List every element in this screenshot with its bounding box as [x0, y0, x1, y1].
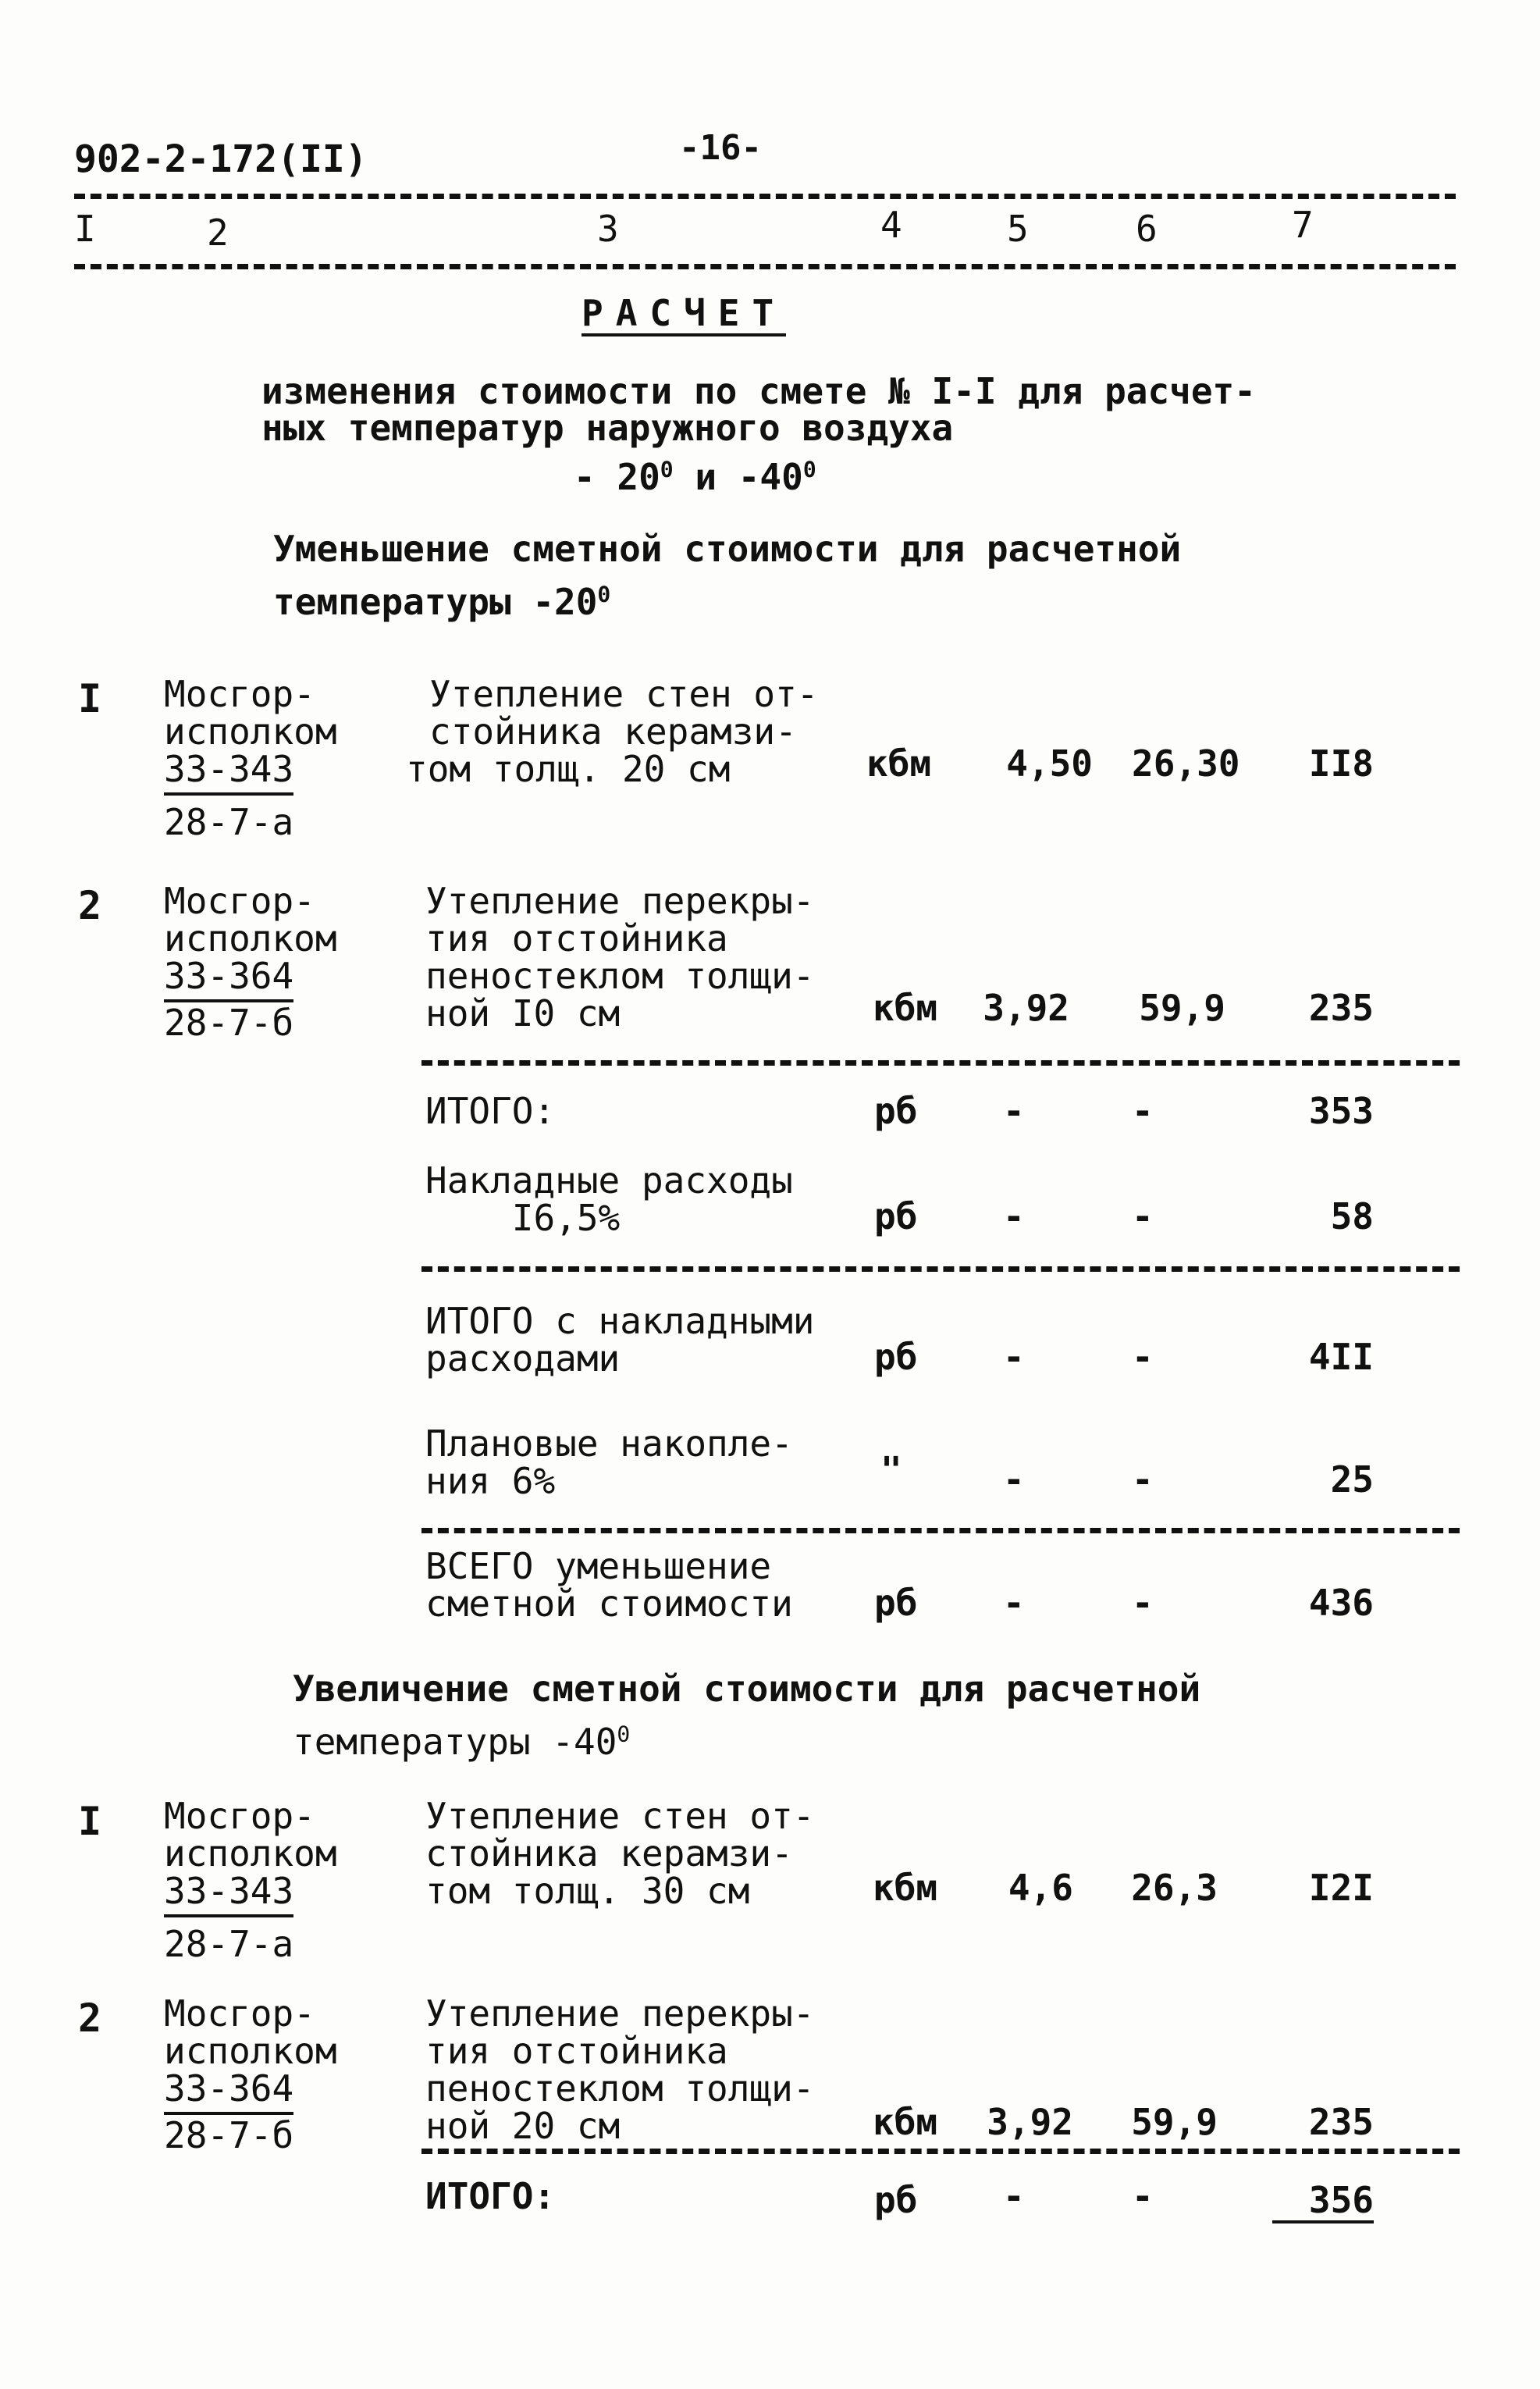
- table-rule: [421, 1060, 1460, 1066]
- column-number-4: 4: [880, 204, 902, 246]
- degree-mark: 0: [597, 581, 611, 607]
- summary-unit: рб: [874, 1090, 918, 1132]
- row-source: [164, 1992, 337, 2156]
- desc-line: пеностеклом толщи-: [425, 955, 815, 997]
- label-line: ния 6%: [425, 1460, 556, 1502]
- row-description: [406, 675, 819, 788]
- title-subtitle-line3: [574, 456, 816, 498]
- row-code: 33-343: [164, 748, 293, 796]
- table-rule: [421, 2149, 1460, 2154]
- row-quantity: 3,92: [983, 987, 1069, 1029]
- desc-line: тия отстойника: [425, 2030, 728, 2072]
- summary-unit: рб: [874, 1582, 918, 1624]
- row-code: 33-364: [164, 2067, 293, 2115]
- row-unit: кбм: [873, 2101, 938, 2143]
- row-description: [425, 1797, 815, 1910]
- degree-mark: 0: [660, 456, 674, 482]
- row-subcode: 28-7-а: [164, 801, 294, 843]
- column-number-6: 6: [1136, 208, 1158, 250]
- row-unit: кбм: [873, 987, 938, 1029]
- desc-line: ной I0 см: [425, 992, 621, 1034]
- label-line: Плановые накопле-: [425, 1422, 793, 1465]
- table-row-number: I: [78, 1799, 102, 1844]
- label-line: I6,5%: [425, 1197, 621, 1239]
- summary-price: -: [1132, 1458, 1154, 1501]
- summary-label: [425, 1422, 793, 1502]
- row-description: [425, 1992, 815, 2147]
- row-source: [164, 880, 337, 1044]
- table-rule: [421, 1528, 1460, 1533]
- row-quantity: 4,50: [1006, 742, 1093, 785]
- column-number-1: I: [74, 208, 96, 250]
- row-source: [164, 1797, 337, 1963]
- summary-unit: рб: [874, 1195, 918, 1237]
- summary-label: [425, 1545, 793, 1625]
- row-code: 33-343: [164, 1870, 293, 1917]
- row-price: 59,9: [1131, 2101, 1218, 2143]
- row-total: I2I: [1308, 1867, 1374, 1909]
- summary-label: [425, 1300, 815, 1380]
- summary-total: 4II: [1308, 1336, 1374, 1378]
- summary-price: -: [1132, 1336, 1154, 1378]
- row-quantity: 3,92: [987, 2101, 1073, 2143]
- summary-unit: ": [880, 1449, 902, 1491]
- row-price: 26,30: [1132, 742, 1240, 785]
- summary-quantity: -: [1003, 1582, 1025, 1624]
- degree-mark: 0: [802, 456, 816, 482]
- summary-price: -: [1132, 2175, 1154, 2217]
- row-price: 26,3: [1131, 1867, 1218, 1909]
- section2-heading-line1: Увеличение сметной стоимости для расчетной: [293, 1668, 1201, 1710]
- summary-quantity: -: [1003, 1458, 1025, 1501]
- row-total: 235: [1308, 987, 1374, 1029]
- column-number-2: 2: [207, 212, 229, 254]
- summary-label: ИТОГО:: [425, 1090, 556, 1132]
- desc-line: пеностеклом толщи-: [425, 2067, 815, 2110]
- row-description: [425, 882, 815, 1032]
- summary-quantity: -: [1003, 2175, 1025, 2217]
- document-title: РАСЧЕТ: [582, 295, 786, 336]
- summary-unit: рб: [874, 1336, 918, 1378]
- title-subtitle-line2: ных температур наружного воздуха: [261, 407, 954, 449]
- row-total: 235: [1308, 2101, 1374, 2143]
- section1-heading-temp: температуры -20: [273, 581, 598, 623]
- desc-line: тия отстойника: [425, 917, 728, 960]
- row-price: 59,9: [1139, 987, 1225, 1029]
- summary-total: 436: [1308, 1582, 1374, 1624]
- table-rule: [421, 1266, 1460, 1272]
- source-line: Мосгор-: [164, 880, 315, 922]
- desc-line: Утепление перекры-: [425, 1992, 815, 2035]
- desc-line: стойника керамзи-: [425, 1832, 793, 1875]
- summary-label: [425, 1159, 793, 1239]
- header-rule-bottom: [74, 264, 1456, 269]
- summary-quantity: -: [1003, 1336, 1025, 1378]
- column-number-7: 7: [1292, 204, 1314, 246]
- title-subtitle-line1: изменения стоимости по смете № I-I для расчет-: [261, 370, 1256, 412]
- column-number-5: 5: [1007, 208, 1029, 250]
- desc-line: Утепление стен от-: [429, 673, 819, 715]
- desc-line: Утепление перекры-: [425, 880, 815, 922]
- summary-price: -: [1132, 1090, 1154, 1132]
- desc-line: том толщ. 20 см: [406, 748, 731, 790]
- row-quantity: 4,6: [1008, 1867, 1073, 1909]
- table-row-number: 2: [78, 1996, 102, 2041]
- section2-heading-temp: температуры -40: [293, 1721, 617, 1763]
- label-line: расходами: [425, 1337, 621, 1380]
- source-line: исполком: [164, 1832, 337, 1875]
- table-row-number: 2: [78, 883, 102, 928]
- section1-heading-line2: [273, 581, 611, 623]
- row-unit: кбм: [866, 742, 932, 785]
- document-code: 902-2-172(II): [74, 137, 368, 181]
- summary-total: 353: [1308, 1090, 1374, 1132]
- desc-line: ной 20 см: [425, 2105, 621, 2147]
- source-line: исполком: [164, 710, 337, 753]
- summary-label: ИТОГО:: [425, 2175, 556, 2217]
- row-unit: кбм: [873, 1867, 938, 1909]
- title-temp-minus20: - 20: [574, 456, 660, 498]
- label-line: сметной стоимости: [425, 1583, 793, 1625]
- label-line: ВСЕГО уменьшение: [425, 1545, 772, 1587]
- summary-quantity: -: [1003, 1090, 1025, 1132]
- label-line: Накладные расходы: [425, 1159, 793, 1202]
- row-subcode: 28-7-а: [164, 1923, 294, 1965]
- row-subcode: 28-7-б: [164, 1002, 294, 1044]
- degree-mark: 0: [617, 1721, 631, 1747]
- column-number-3: 3: [597, 208, 619, 250]
- desc-line: том толщ. 30 см: [425, 1870, 750, 1912]
- summary-price: -: [1132, 1195, 1154, 1237]
- summary-total: 356: [1272, 2182, 1374, 2223]
- row-total: II8: [1308, 742, 1374, 785]
- source-line: Мосгор-: [164, 1992, 315, 2035]
- source-line: исполком: [164, 2030, 337, 2072]
- source-line: исполком: [164, 917, 337, 960]
- desc-line: Утепление стен от-: [425, 1795, 815, 1837]
- row-source: [164, 675, 337, 841]
- header-rule-top: [74, 194, 1456, 199]
- row-subcode: 28-7-б: [164, 2114, 294, 2156]
- page-number: -16-: [679, 128, 762, 168]
- label-line: ИТОГО с накладными: [425, 1300, 815, 1342]
- summary-total: 58: [1330, 1195, 1374, 1237]
- source-line: Мосгор-: [164, 673, 315, 715]
- summary-total: 25: [1330, 1458, 1374, 1501]
- row-code: 33-364: [164, 955, 293, 1002]
- summary-price: -: [1132, 1582, 1154, 1624]
- summary-unit: рб: [874, 2179, 918, 2221]
- summary-quantity: -: [1003, 1195, 1025, 1237]
- source-line: Мосгор-: [164, 1795, 315, 1837]
- section2-heading-line2: [293, 1721, 631, 1763]
- section1-heading-line1: Уменьшение сметной стоимости для расчетной: [273, 528, 1182, 570]
- title-temp-minus40: и -40: [673, 456, 803, 498]
- table-row-number: I: [78, 676, 102, 721]
- desc-line: стойника керамзи-: [429, 710, 797, 753]
